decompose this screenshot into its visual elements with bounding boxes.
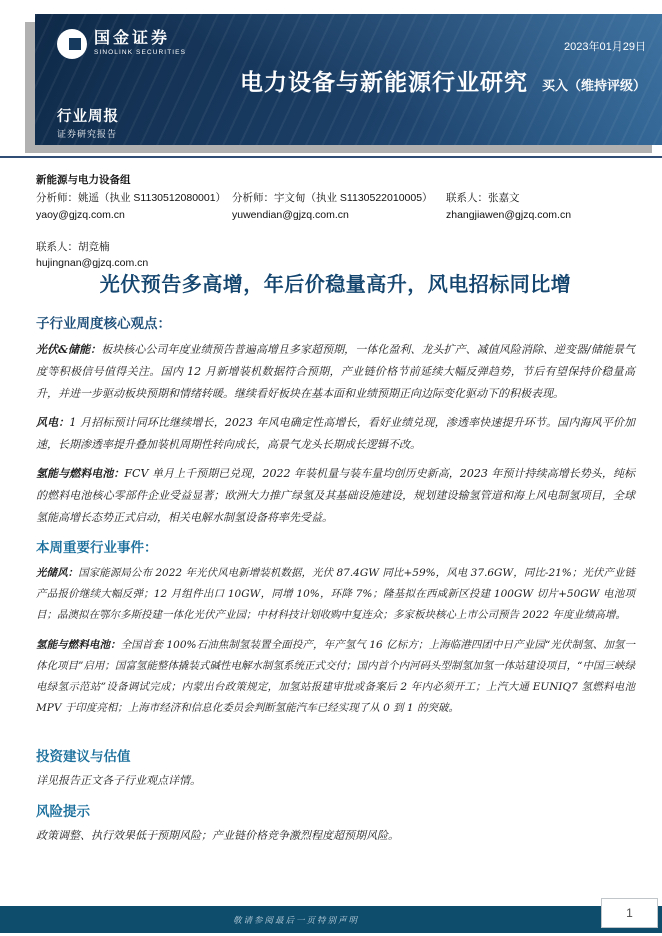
- rating-badge: 买入（维持评级）: [541, 78, 646, 93]
- core-view-hydrogen: [36, 463, 635, 529]
- sinolink-logo-icon: [57, 29, 87, 59]
- analyst-2: [232, 190, 446, 223]
- core-view-wind-lead: 风电：: [36, 416, 70, 429]
- core-view-hydrogen-lead: 氢能与燃料电池：: [36, 467, 125, 480]
- core-view-hydrogen-text: FCV 单月上千预期已兑现，2022 年装机量与装车量均创历史新高，2023 年预计持续高增长势头，纯标的燃料电池核心零部件企业受益显著；欧洲大力推广绿氢及其基础设施建设，规划建设输氢管道和海上风电制氢项目，全球氢能高增长态势正式启动，相关电解水制氢设备将率先受益。: [36, 467, 635, 524]
- report-category: 证券研究报告: [57, 129, 118, 139]
- report-body: [36, 268, 635, 854]
- core-view-solar-storage-lead: 光伏&储能：: [36, 343, 102, 356]
- core-view-solar-storage: [36, 339, 635, 405]
- event-solar-storage-wind-lead: 光储风：: [36, 567, 79, 579]
- logo-text: [94, 31, 186, 57]
- event-hydrogen-lead: 氢能与燃料电池：: [36, 639, 121, 651]
- report-type: 行业周报: [57, 109, 119, 125]
- contact-1-name: 联系人：张嘉文: [446, 192, 520, 205]
- contact-1: [446, 190, 644, 223]
- header-banner: [35, 14, 662, 145]
- footer-disclaimer: 敬请参阅最后一页特别声明: [232, 915, 359, 926]
- section-core-views-heading: 子行业周度核心观点：: [36, 316, 171, 331]
- page-number: 1: [601, 898, 658, 928]
- event-hydrogen: [36, 635, 635, 719]
- report-date: 2023年01月29日: [564, 41, 646, 53]
- weekly-events-section: [36, 536, 635, 719]
- section-investment-heading: 投资建议与估值: [36, 749, 131, 764]
- analyst-1: [36, 190, 232, 223]
- logo-name-en: SINOLINK SECURITIES: [94, 49, 187, 57]
- core-view-wind: [36, 412, 635, 456]
- investment-text: 详见报告正文各子行业观点详情。: [36, 774, 201, 787]
- analyst-block: [36, 172, 644, 271]
- event-solar-storage-wind: [36, 563, 635, 626]
- analyst-2-email: yuwendian@gjzq.com.cn: [232, 208, 349, 221]
- analyst-2-name: 分析师：宇文甸（执业 S1130522010005）: [232, 192, 433, 205]
- event-hydrogen-text: 全国首套 100%石油焦制氢装置全面投产，年产氢气 16 亿标方；上海临港四团中日产业园“光伏制氢、加氢一体化项目”启用；国富氢能整体撬装式碱性电解水制氢系统正式交付；国内首个内河码头型制氢加氢一体站建设项目，“中国三峡绿电绿氢示范站”设备调试完成；内蒙出台政策规定，加氢站报建审批或备案后 2 年内必须开工；上汽大通 EUNIQ7 氢燃料电池 MPV 于印度亮相；上海市经济和信息化委员会判断氢能汽车已经实现了从 0 到 1 的突破。: [36, 639, 636, 714]
- header-divider: [0, 156, 662, 158]
- contact-2-name: 联系人：胡竞楠: [36, 240, 110, 253]
- contact-1-email: zhangjiawen@gjzq.com.cn: [446, 208, 572, 221]
- section-events-heading: 本周重要行业事件：: [36, 540, 158, 555]
- report-title: 电力设备与新能源行业研究: [239, 69, 528, 95]
- title-line: [35, 64, 646, 97]
- contact-2: [36, 239, 644, 272]
- event-solar-storage-wind-text: 国家能源局公布 2022 年光伏风电新增装机数据，光伏 87.4GW 同比+59%，风电 37.6GW，同比-21%；光伏产业链产品报价继续大幅反弹；12 月组件出口 10GW，同增 10%，环降 7%；隆基拟在西咸新区投建 100GW 切片+50GW 电池项目；晶澳拟在鄂尔多斯投建一体化光伏产业园；中材科技计划收购中复连众；多家板块核心上市公司预告 2022 年度业绩高增。: [36, 567, 636, 621]
- team-group-name: 新能源与电力设备组: [36, 174, 131, 186]
- contact-2-email: hujingnan@gjzq.com.cn: [36, 257, 149, 270]
- footer-bar: [0, 906, 662, 933]
- analyst-1-name: 分析师：姚遥（执业 S1130512080001）: [36, 192, 227, 205]
- core-view-wind-text: 1 月招标预计同环比继续增长，2023 年风电确定性高增长，看好业绩兑现，渗透率快速提升环节。国内海风平价加速，长期渗透率提升叠加装机周期性转向成长，高景气龙头长期成长逻辑不改。: [36, 416, 636, 451]
- report-headline: 光伏预告多高增，年后价稳量高升，风电招标同比增: [99, 274, 572, 296]
- logo-name-cn: 国金证券: [94, 30, 171, 48]
- analyst-row: [36, 190, 644, 223]
- section-risk-heading: 风险提示: [36, 804, 90, 819]
- risk-text: 政策调整、执行效果低于预期风险；产业链价格竞争激烈程度超预期风险。: [36, 829, 399, 842]
- analyst-1-email: yaoy@gjzq.com.cn: [36, 208, 125, 221]
- company-logo: [57, 29, 186, 59]
- core-view-solar-storage-text: 板块核心公司年度业绩预告普遍高增且多家超预期，一体化盈利、龙头扩产、减值风险消除、逆变器/储能景气度等积极信号值得关注。国内 12 月新增装机数据符合预期，产业链价格节前延续大幅反弹趋势，节后有望保持价稳量高升，并进一步驱动板块预期和情绪转暖。继续看好板块在基本面和业绩预期正向边际变化驱动下的积极表现。: [36, 343, 636, 400]
